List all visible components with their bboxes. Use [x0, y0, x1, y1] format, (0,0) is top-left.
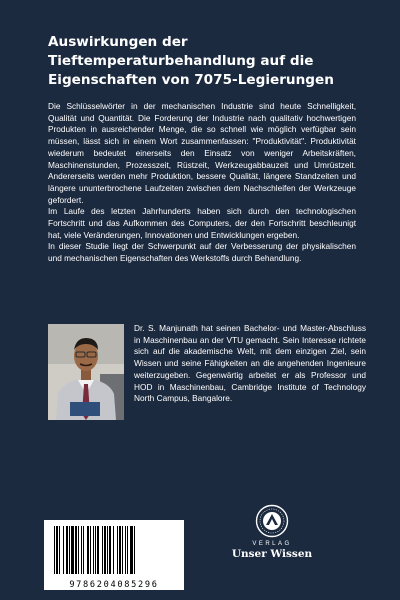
publisher-verlag-label: VERLAG — [252, 541, 292, 547]
author-bio: Dr. S. Manjunath hat seinen Bachelor- und Master-Abschluss in Maschinenbau an der VTU gemacht. Sein Interesse richtete sich auf die akademische Welt, mit dem einzigen Ziel, sein Wissen und seine Fähigkeiten an die angehenden Ingenieure weiterzugeben. Gegenwärtig arbeitet er als Professor und HOD in Maschinenbau, Cambridge Institute of Technology North Campus, Bangalore. — [134, 323, 366, 404]
author-portrait-icon — [48, 324, 124, 420]
publisher-name: Unser Wissen — [231, 548, 313, 560]
publisher-logo-icon — [255, 504, 289, 538]
barcode-icon — [52, 526, 176, 574]
isbn-digits: 9786204085296 — [69, 580, 159, 590]
isbn-barcode — [44, 520, 184, 590]
back-cover-description — [48, 101, 356, 265]
description-paragraph-2: Im Laufe des letzten Jahrhunderts haben sich durch den technologischen Fortschritt und das Aufkommen des Computers, der den Fortschritt beschleunigt hat, viele Veränderungen, Innovationen und Entwicklungen ergeben. — [48, 206, 356, 240]
description-paragraph-1: Die Schlüsselwörter in der mechanischen Industrie sind heute Schnelligkeit, Qualität und Quantität. Die Forderung der Industrie nach qualitativ hochwertigen Produkten in ausreichender Menge, die so schnell wie möglich verfügbar sein müssen, lässt sich in einem Wort zusammenfassen: "Produktivität". Produktivität wiederum bedeutet einerseits den Einsatz von weniger Arbeitskräften, Maschinenstunden, Prozesszeit, Rüstzeit, Werkzeugabbauzeit und Umrüstzeit. Andererseits werden mehr Produktion, bessere Qualität, längere Standzeiten und längere ununterbrochene Laufzeiten zwischen dem Nachschleifen der Werkzeuge gefordert. — [48, 101, 356, 205]
book-title: Auswirkungen der Tieftemperaturbehandlung auf die Eigenschaften von 7075-Legierungen — [48, 34, 334, 88]
description-paragraph-3: In dieser Studie liegt der Schwerpunkt auf der Verbesserung der physikalischen und mechanischen Eigenschaften des Werkstoffs durch Behandlung. — [48, 241, 356, 264]
author-photo — [48, 324, 124, 420]
publisher-block — [222, 504, 322, 560]
